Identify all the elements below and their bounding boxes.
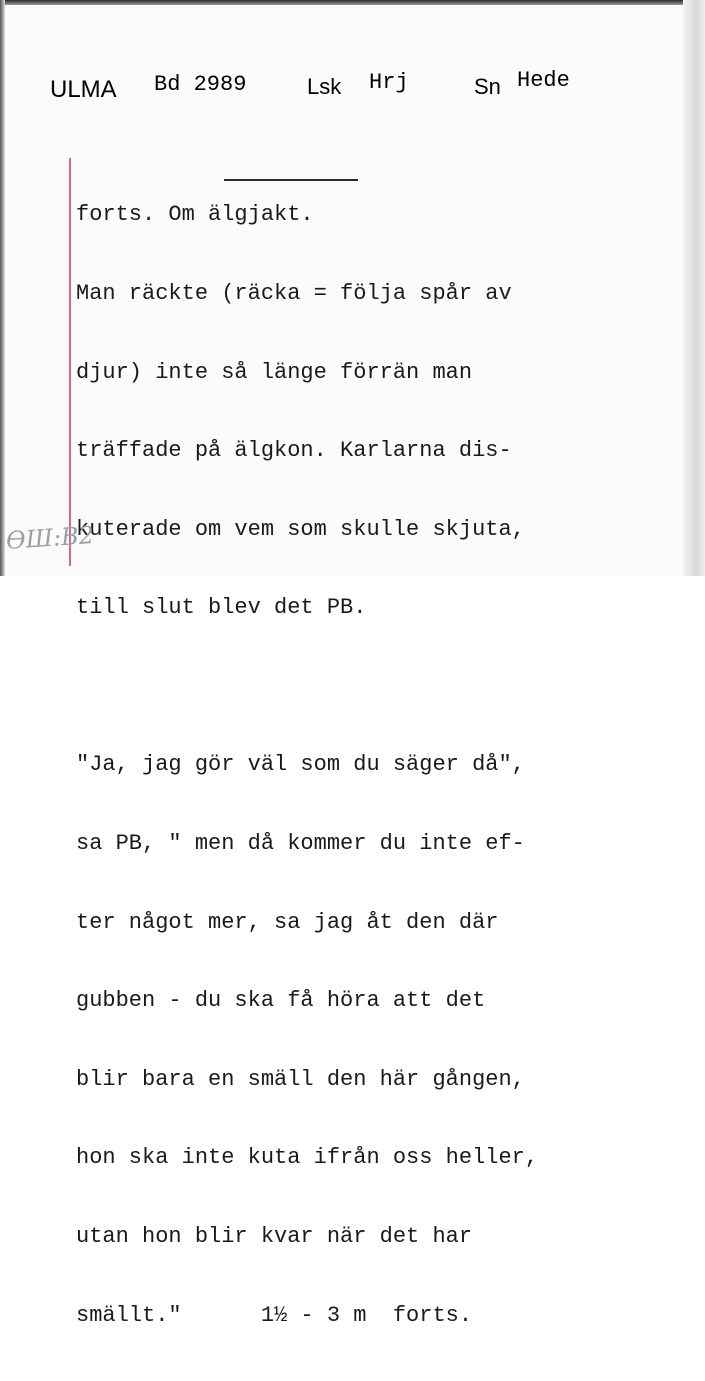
text-line: utan hon blir kvar när det har: [76, 1223, 473, 1249]
paragraph-spacer: [76, 674, 538, 700]
socken-value: Hede: [517, 68, 570, 93]
text-line: djur) inte så länge förrän man: [76, 359, 473, 385]
text-line: sa PB, " men då kommer du inte ef-: [76, 830, 525, 856]
text-line: gubben - du ska få höra att det: [76, 988, 486, 1014]
socken-label: Sn: [474, 74, 501, 99]
text-line: träffade på älgkon. Karlarna dis-: [76, 438, 512, 464]
text-line: smällt." 1½ - 3 m forts.: [76, 1302, 473, 1328]
handwritten-pencil-note: ӨШ:В2: [5, 520, 95, 556]
text-line: kuterade om vem som skulle skjuta,: [76, 516, 525, 542]
text-line: till slut blev det PB.: [76, 595, 367, 621]
text-line: forts. Om älgjakt.: [76, 202, 314, 228]
text-line: ter något mer, sa jag åt den där: [76, 909, 499, 935]
volume-number: Bd 2989: [154, 72, 247, 97]
text-line: hon ska inte kuta ifrån oss heller,: [76, 1145, 539, 1171]
card-top-edge: [0, 0, 705, 5]
text-line: "Ja, jag gör väl som du säger då",: [76, 752, 525, 778]
card-right-edge: [683, 0, 705, 576]
archive-code: ULMA: [50, 76, 117, 103]
card-left-edge: [0, 0, 5, 576]
text-line: blir bara en smäll den här gången,: [76, 1066, 525, 1092]
landskap-label: Lsk: [307, 74, 342, 99]
text-line: Man räckte (räcka = följa spår av: [76, 281, 512, 306]
margin-line: [69, 158, 71, 566]
landskap-value: Hrj: [369, 70, 409, 95]
transcript-body: [76, 150, 538, 1381]
